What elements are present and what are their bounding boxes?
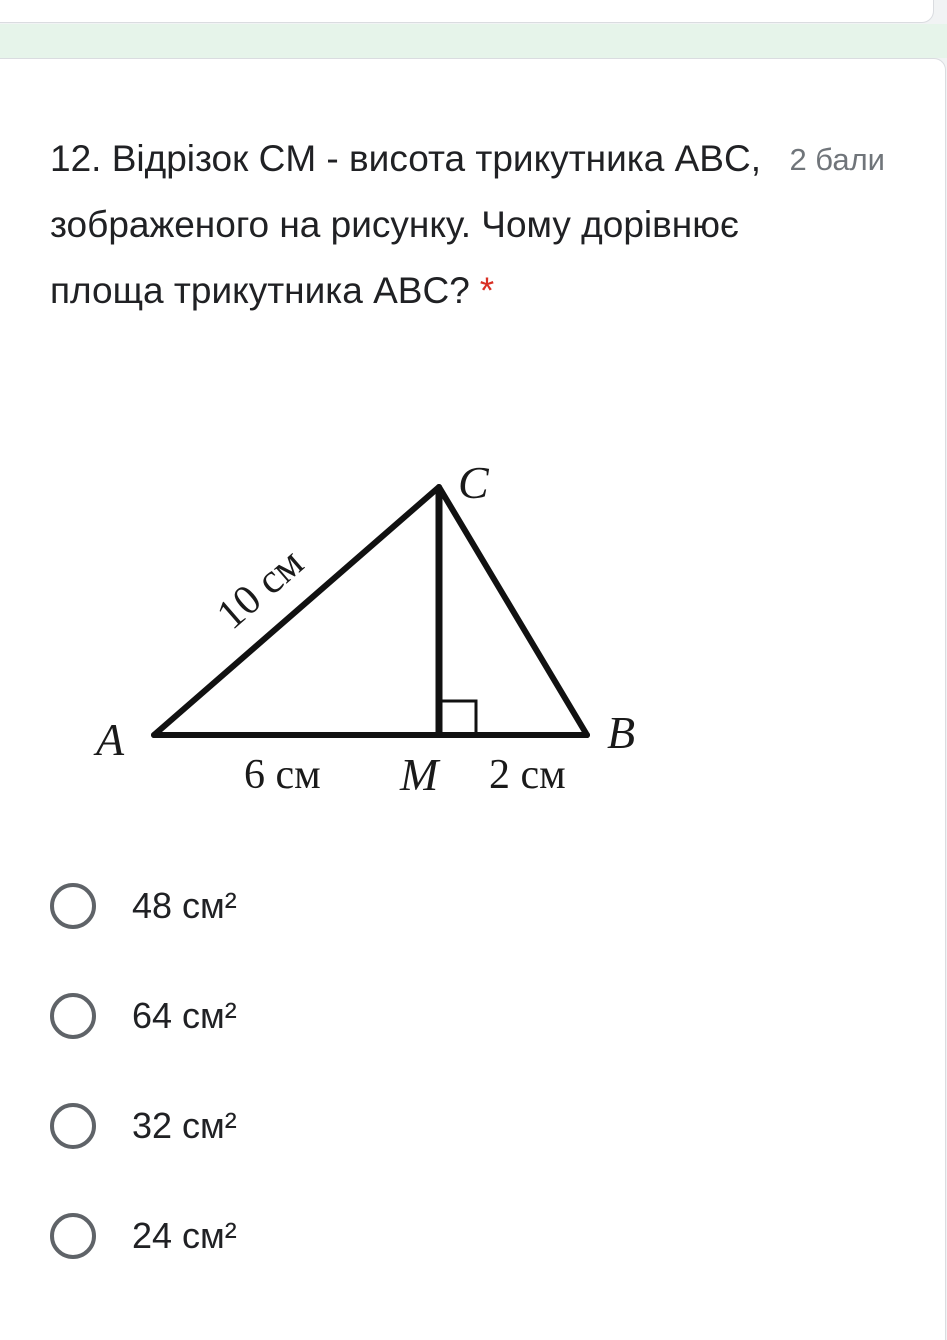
- question-title: [50, 126, 770, 324]
- triangle-figure: [84, 448, 664, 803]
- option-24[interactable]: [50, 1208, 237, 1264]
- option-label: 32 см²: [132, 1105, 237, 1146]
- radio-button[interactable]: [50, 1213, 96, 1259]
- vertex-b-label: B: [607, 707, 636, 758]
- option-32[interactable]: [50, 1098, 237, 1154]
- points-label: 2 бали: [789, 142, 885, 177]
- radio-button[interactable]: [50, 993, 96, 1039]
- option-label: 24 см²: [132, 1215, 237, 1256]
- previous-question-card: [0, 0, 934, 23]
- side-ac-label: 10 см: [208, 539, 313, 639]
- question-text: 12. Відрізок CM - висота трикутника ABC, зображеного на рисунку. Чому дорівнює площа трикутника ABC?: [50, 138, 761, 311]
- radio-button[interactable]: [50, 1103, 96, 1149]
- option-64[interactable]: [50, 988, 237, 1044]
- option-label: 48 см²: [132, 885, 237, 926]
- required-asterisk: *: [479, 270, 495, 311]
- segment-mb-label: 2 см: [489, 752, 566, 798]
- side-cb: [439, 487, 587, 735]
- vertex-a-label: A: [96, 714, 125, 765]
- foot-m-label: M: [400, 749, 439, 800]
- section-band: [0, 24, 947, 58]
- side-ac: [154, 487, 439, 735]
- option-48[interactable]: [50, 878, 237, 934]
- right-angle-marker: [439, 701, 476, 735]
- option-label: 64 см²: [132, 995, 237, 1036]
- vertex-c-label: C: [458, 457, 489, 508]
- triangle-diagram: [84, 448, 664, 803]
- answer-options: [50, 878, 237, 1318]
- radio-button[interactable]: [50, 883, 96, 929]
- segment-am-label: 6 см: [244, 752, 321, 798]
